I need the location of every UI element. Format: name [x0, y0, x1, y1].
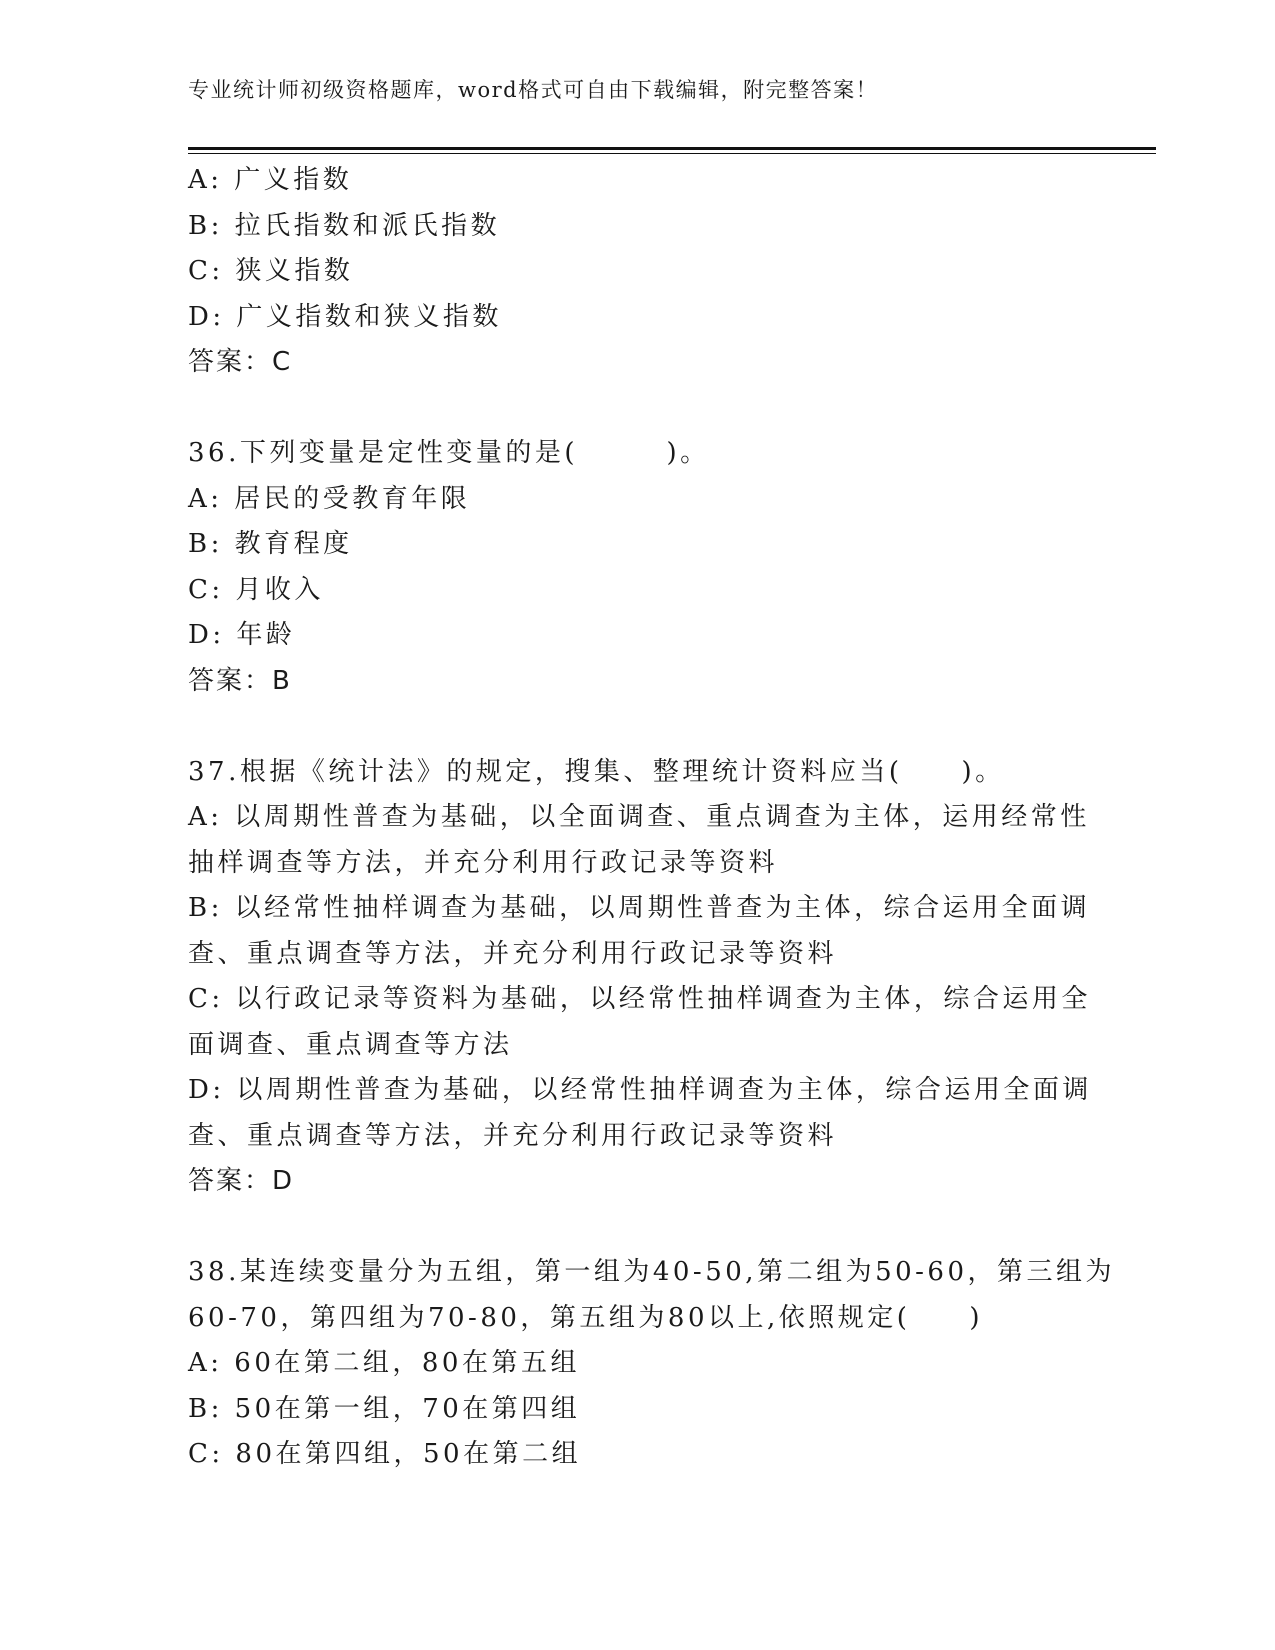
option-line: B: 50在第一组，70在第四组 [188, 1393, 581, 1424]
page-header: 专业统计师初级资格题库，word格式可自由下载编辑，附完整答案！ [188, 78, 879, 102]
option-line: C: 80在第四组，50在第二组 [188, 1439, 582, 1469]
option-line: A: 以周期性普查为基础，以全面调查、重点调查为主体，运用经常性 [188, 802, 1090, 832]
question-stem: 60-70，第四组为70-80，第五组为80以上,依照规定( ) [188, 1302, 984, 1333]
option-line: A: 居民的受教育年限 [188, 483, 471, 514]
spacer [188, 704, 1088, 750]
option-line: C: 以行政记录等资料为基础，以经常性抽样调查为主体，综合运用全 [188, 984, 1091, 1014]
spacer [188, 1205, 1088, 1251]
option-line: A: 广义指数 [188, 165, 353, 195]
question-stem: 38.某连续变量分为五组，第一组为40-50,第二组为50-60，第三组为 [188, 1257, 1116, 1287]
option-line: A: 60在第二组，80在第五组 [188, 1348, 580, 1378]
question-stem: 36.下列变量是定性变量的是( )。 [188, 438, 710, 468]
header-rule-thin [188, 153, 1156, 154]
option-line: D: 广义指数和狭义指数 [188, 301, 502, 332]
option-line: B: 以经常性抽样调查为基础，以周期性普查为主体，综合运用全面调 [188, 893, 1091, 923]
option-line: C: 狭义指数 [188, 256, 354, 286]
option-line: 抽样调查等方法，并充分利用行政记录等资料 [188, 847, 779, 878]
question-37 [188, 750, 1092, 1205]
question-38 [188, 1250, 1116, 1478]
answer-line: 答案：B [188, 665, 292, 696]
answer-line: 答案：C [188, 347, 293, 377]
option-line: B: 教育程度 [188, 529, 353, 559]
header-rule-thick [188, 147, 1156, 150]
option-line: B: 拉氏指数和派氏指数 [188, 210, 501, 241]
option-line: D: 以周期性普查为基础，以经常性抽样调查为主体，综合运用全面调 [188, 1075, 1092, 1105]
option-line: D: 年龄 [188, 620, 296, 650]
previous-question-tail [188, 158, 1088, 386]
option-line: 查、重点调查等方法，并充分利用行政记录等资料 [188, 938, 838, 969]
question-content [188, 158, 1116, 1478]
option-line: 查、重点调查等方法，并充分利用行政记录等资料 [188, 1120, 838, 1151]
question-36 [188, 431, 1088, 704]
spacer [188, 386, 1088, 432]
option-line: C: 月收入 [188, 574, 324, 605]
question-stem: 37.根据《统计法》的规定，搜集、整理统计资料应当( )。 [188, 756, 1005, 787]
answer-line: 答案：D [188, 1166, 295, 1196]
option-line: 面调查、重点调查等方法 [188, 1029, 513, 1060]
